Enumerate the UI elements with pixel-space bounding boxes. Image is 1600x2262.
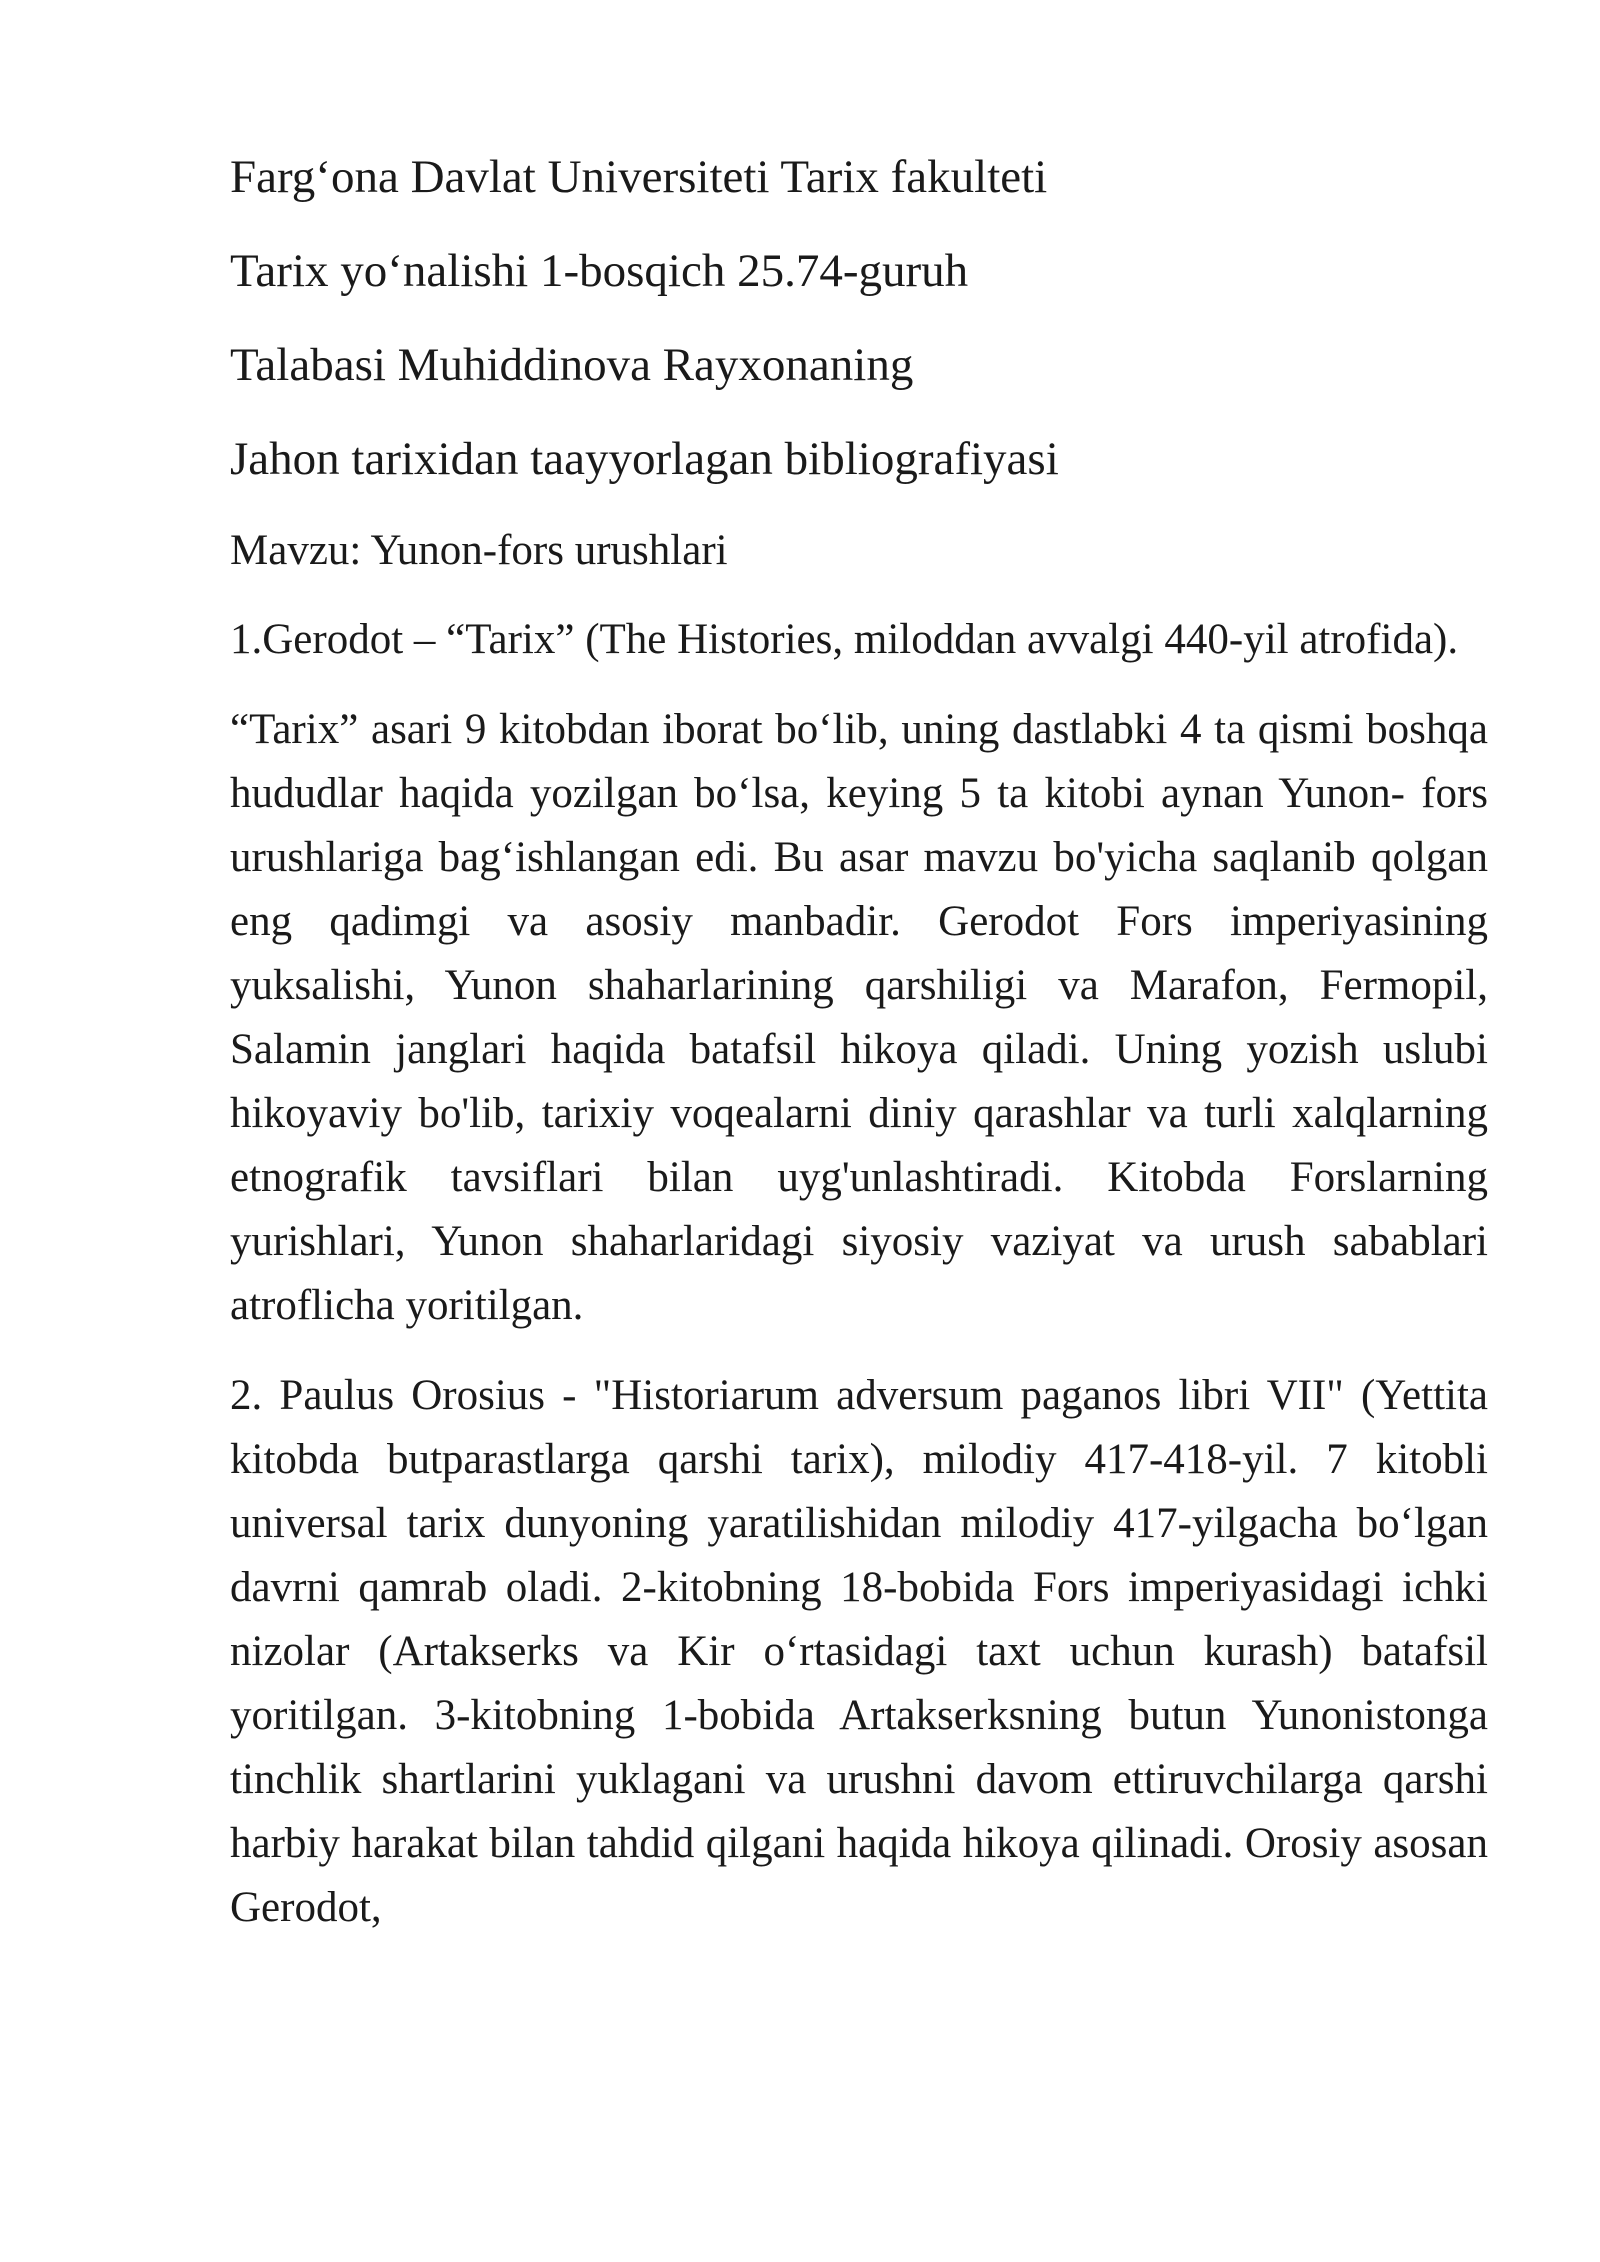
topic-line: Mavzu: Yunon-fors urushlari [230, 527, 728, 574]
entry-2-text: 2. Paulus Orosius - "Historiarum adversum paganos libri VII" (Yettita kitobda butparastlarga qarshi tarix), milodiy 417-418-yil. 7 kitobli universal tarix dunyoning yaratilishidan milodiy 417-yilgacha bo‘lgan davrni qamrab oladi. 2-kitobning 18-bobida Fors imperiyasidagi ichki nizolar (Artakserks va Kir o‘rtasidagi taxt uchun kurash) batafsil yoritilgan. 3-kitobning 1-bobida Artakserksning butun Yunonistonga tinchlik shartlarini yuklagani va urushni davom ettiruvchilarga qarshi harbiy harakat bilan tahdid qilgani haqida hikoya qilinadi. Orosiy asosan Gerodot, [230, 1372, 1488, 1931]
student-line: Talabasi Muhiddinova Rayxonaning [230, 339, 914, 391]
bibliography-title: Jahon tarixidan taayyorlagan bibliografiyasi [230, 433, 1059, 485]
entry-1-title: 1.Gerodot – “Tarix” (The Histories, miloddan avvalgi 440-yil atrofida). [230, 616, 1459, 663]
group-line: Tarix yo‘nalishi 1-bosqich 25.74-guruh [230, 245, 969, 297]
entry-1-body: “Tarix” asari 9 kitobdan iborat bo‘lib, uning dastlabki 4 ta qismi boshqa hududlar haqida yozilgan bo‘lsa, keying 5 ta kitobi aynan Yunon- fors urushlariga bag‘ishlangan edi. Bu asar mavzu bo'yicha saqlanib qolgan eng qadimgi va asosiy manbadir. Gerodot Fors imperiyasining yuksalishi, Yunon shaharlarining qarshiligi va Marafon, Fermopil, Salamin janglari haqida batafsil hikoya qiladi. Uning yozish uslubi hikoyaviy bo'lib, tarixiy voqealarni diniy qarashlar va turli xalqlarning etnografik tavsiflari bilan uyg'unlashtiradi. Kitobda Forslarning yurishlari, Yunon shaharlaridagi siyosiy vaziyat va urush sabablari atroflicha yoritilgan. [230, 706, 1488, 1329]
document-content [230, 148, 1488, 1966]
university-faculty-line: Farg‘ona Davlat Universiteti Tarix fakulteti [230, 151, 1048, 203]
